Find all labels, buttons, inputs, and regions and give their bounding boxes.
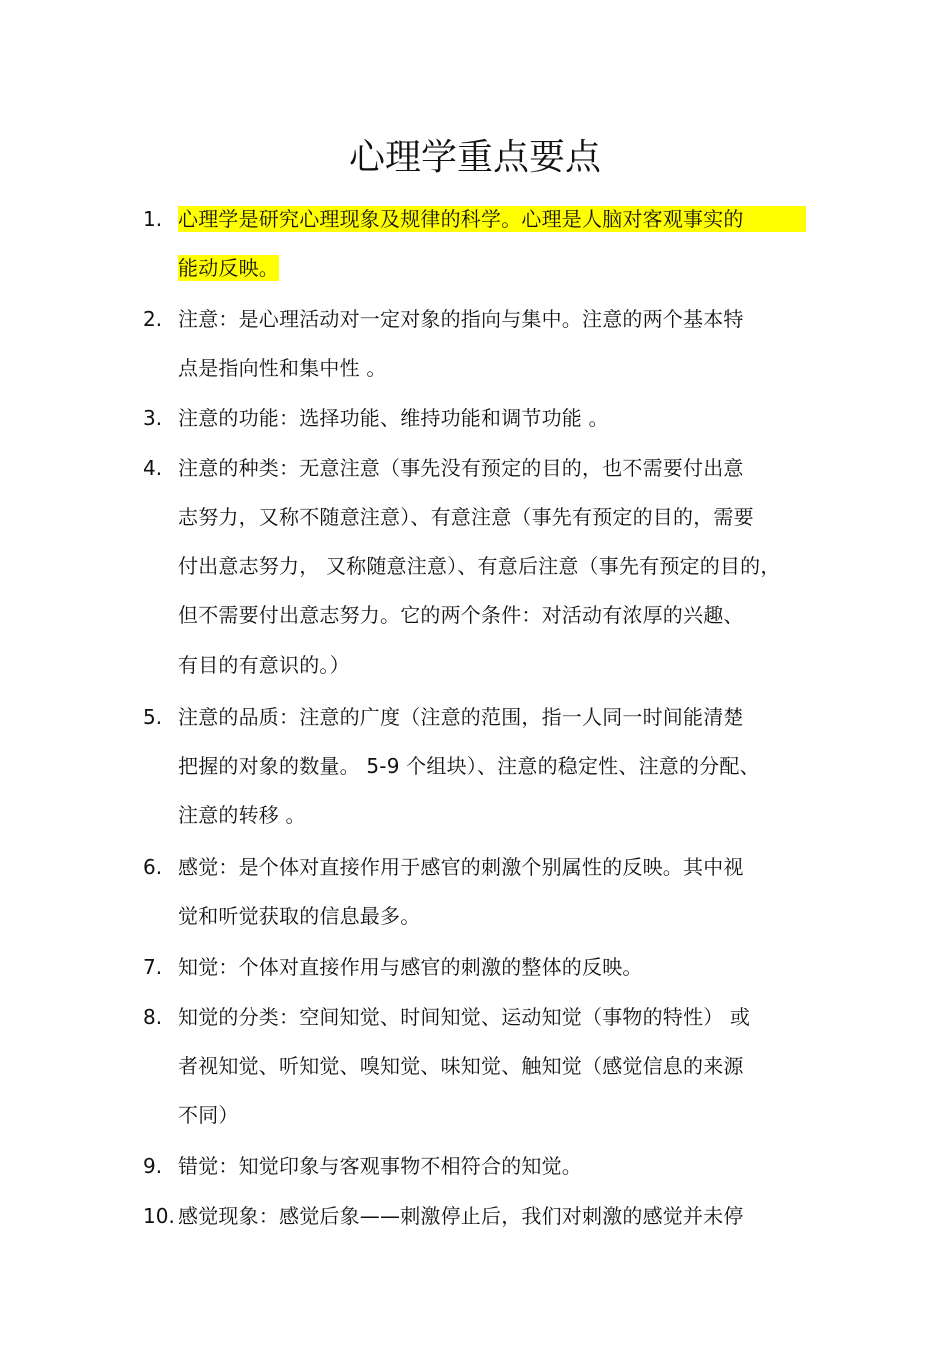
item-line: 但不需要付出意志努力。它的两个条件：对活动有浓厚的兴趣、	[178, 603, 744, 627]
item-line: 感觉：是个体对直接作用于感官的刺激个别属性的反映。其中视	[178, 855, 744, 879]
item-line: 把握的对象的数量。 5-9 个组块）、注意的稳定性、注意的分配、	[178, 754, 760, 778]
item-line: 注意的品质：注意的广度（注意的范围，指一人同一时间能清楚	[178, 705, 744, 729]
item-line: 错觉：知觉印象与客观事物不相符合的知觉。	[178, 1154, 582, 1178]
item-line: 觉和听觉获取的信息最多。	[178, 904, 421, 928]
item-line: 注意：是心理活动对一定对象的指向与集中。注意的两个基本特	[178, 307, 744, 331]
item-number: 9.	[143, 1154, 163, 1178]
item-number: 3.	[143, 406, 163, 430]
item-line: 注意的转移 。	[178, 803, 306, 827]
item-line: 注意的功能：选择功能、维持功能和调节功能 。	[178, 406, 609, 430]
item-line: 不同）	[178, 1103, 239, 1127]
item-line-highlighted: 能动反映。	[178, 256, 279, 280]
item-line-highlighted: 心理学是研究心理现象及规律的科学。心理是人脑对客观事实的	[178, 206, 806, 232]
item-line: 知觉的分类：空间知觉、时间知觉、运动知觉（事物的特性） 或	[178, 1005, 751, 1029]
item-number: 5.	[143, 705, 163, 729]
item-line: 注意的种类：无意注意（事先没有预定的目的，也不需要付出意	[178, 456, 744, 480]
item-number: 7.	[143, 955, 163, 979]
item-number: 6.	[143, 855, 163, 879]
item-number: 4.	[143, 456, 163, 480]
item-line: 志努力，又称不随意注意）、有意注意（事先有预定的目的，需要	[178, 505, 754, 529]
item-line: 知觉：个体对直接作用与感官的刺激的整体的反映。	[178, 955, 643, 979]
item-number: 10.	[143, 1204, 175, 1228]
item-line: 有目的有意识的。）	[178, 653, 350, 677]
page-title: 心理学重点要点	[348, 137, 601, 178]
item-line: 点是指向性和集中性 。	[178, 356, 387, 380]
item-line: 付出意志努力， 又称随意注意）、有意后注意（事先有预定的目的，	[178, 554, 781, 578]
item-number: 2.	[143, 307, 163, 331]
item-number: 1.	[143, 207, 163, 231]
item-line: 感觉现象：感觉后象——刺激停止后，我们对刺激的感觉并未停	[178, 1204, 744, 1228]
item-line: 者视知觉、听知觉、嗅知觉、味知觉、触知觉（感觉信息的来源	[178, 1054, 744, 1078]
item-number: 8.	[143, 1005, 163, 1029]
